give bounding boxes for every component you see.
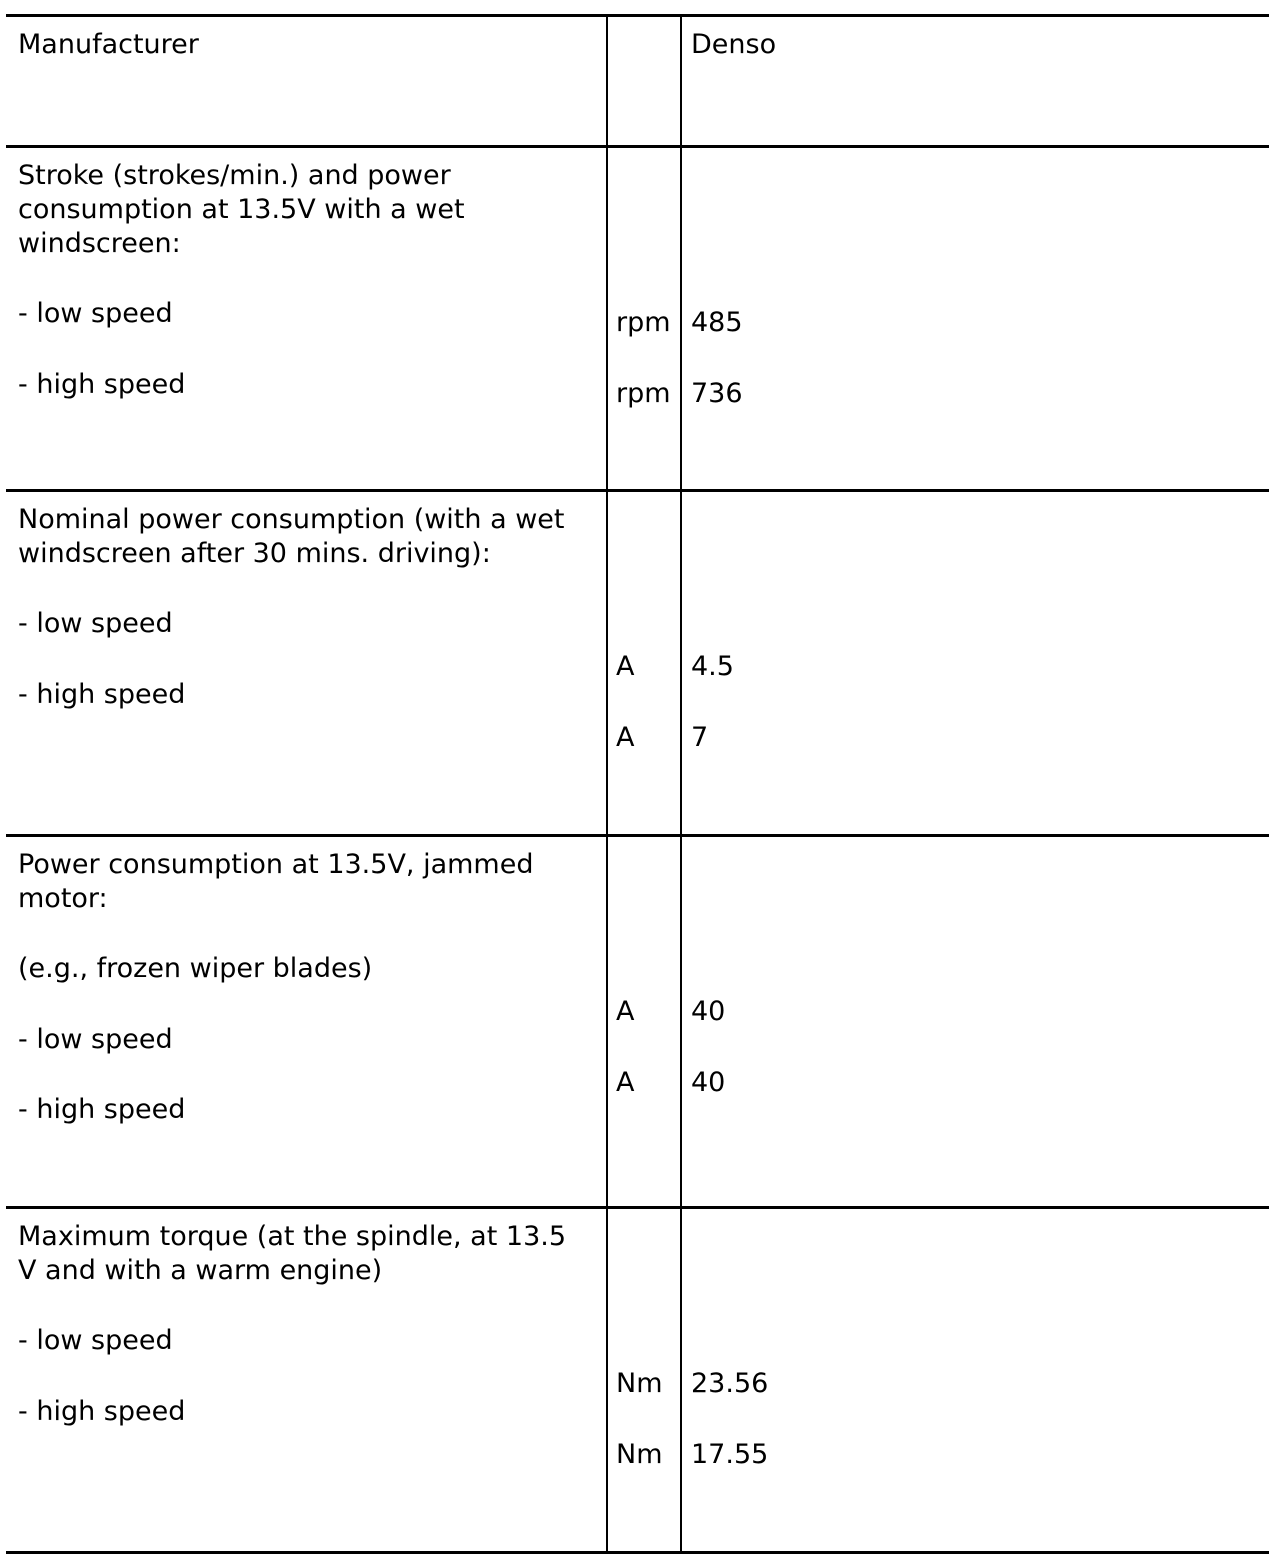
item-unit: A — [616, 722, 635, 753]
item-unit: Nm — [616, 1368, 663, 1399]
row-label: Stroke (strokes/min.) and power consumption at 13.5V with a wet windscreen: — [18, 160, 465, 259]
row-label: Maximum torque (at the spindle, at 13.5 V and with a warm engine) — [18, 1221, 567, 1286]
item-value: 23.56 — [691, 1368, 769, 1399]
item-value: 17.55 — [691, 1439, 769, 1470]
column-divider — [680, 492, 682, 834]
item-unit: A — [616, 651, 635, 682]
item-label: - low speed — [18, 298, 173, 329]
column-divider — [606, 17, 608, 145]
item-label: - low speed — [18, 1024, 173, 1055]
item-label: - high speed — [18, 679, 186, 710]
row-note: (e.g., frozen wiper blades) — [18, 953, 373, 984]
header-value: Denso — [691, 29, 777, 60]
column-divider — [680, 1209, 682, 1551]
spec-table — [6, 14, 1269, 1554]
item-unit: rpm — [616, 307, 671, 338]
item-unit: A — [616, 996, 635, 1027]
item-value: 736 — [691, 378, 743, 409]
item-value: 4.5 — [691, 651, 734, 682]
item-label: - low speed — [18, 1325, 173, 1356]
table-row — [6, 145, 1269, 489]
header-label: Manufacturer — [18, 29, 199, 60]
item-unit: Nm — [616, 1439, 663, 1470]
column-divider — [606, 148, 608, 489]
column-divider — [680, 17, 682, 145]
column-divider — [606, 1209, 608, 1551]
column-divider — [680, 148, 682, 489]
column-divider — [606, 837, 608, 1206]
item-label: - low speed — [18, 608, 173, 639]
item-value: 7 — [691, 722, 709, 753]
item-label: - high speed — [18, 1396, 186, 1427]
item-value: 40 — [691, 1067, 726, 1098]
table-row — [6, 834, 1269, 1206]
column-divider — [680, 837, 682, 1206]
row-label: Power consumption at 13.5V, jammed motor: — [18, 849, 534, 914]
item-label: - high speed — [18, 1094, 186, 1125]
item-value: 40 — [691, 996, 726, 1027]
table-row-header — [6, 14, 1269, 145]
row-label: Nominal power consumption (with a wet windscreen after 30 mins. driving): — [18, 504, 565, 569]
table-row — [6, 489, 1269, 834]
column-divider — [606, 492, 608, 834]
item-value: 485 — [691, 307, 743, 338]
table-row — [6, 1206, 1269, 1554]
item-label: - high speed — [18, 369, 186, 400]
item-unit: A — [616, 1067, 635, 1098]
item-unit: rpm — [616, 378, 671, 409]
